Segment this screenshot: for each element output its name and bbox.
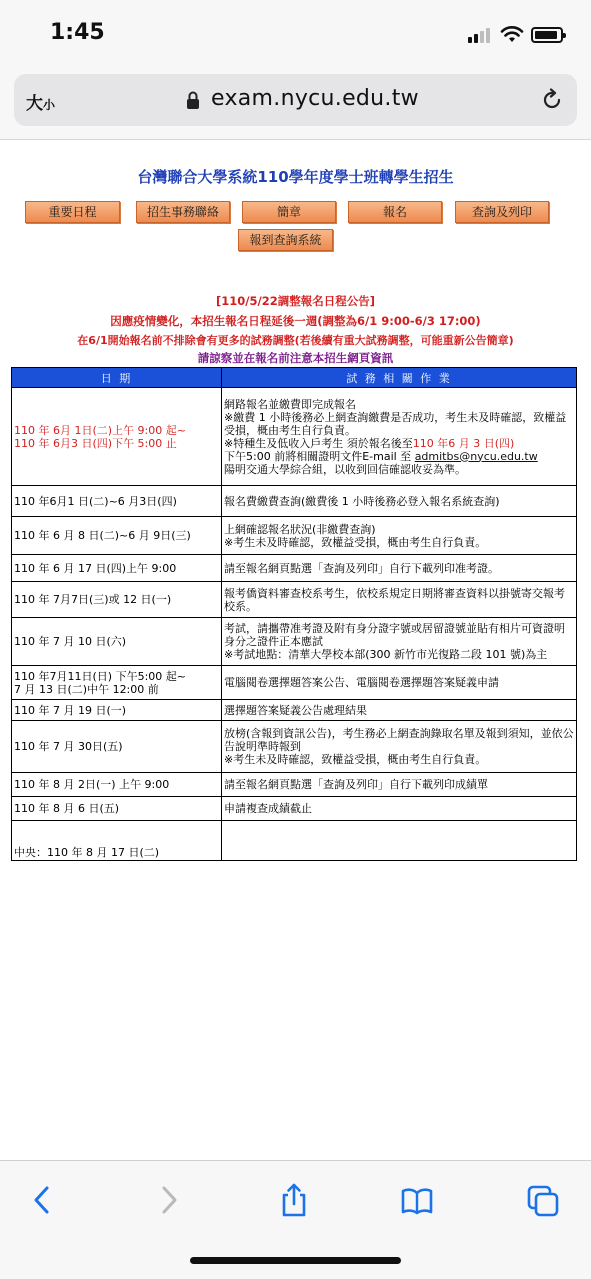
task-cell: 上網確認報名狀況(非繳費查詢) ※考生未及時確認，致權益受損，概由考生自行負責。 — [222, 517, 577, 555]
table-row — [12, 721, 577, 773]
nav-button-contact[interactable]: 招生事務聯絡 — [136, 201, 230, 223]
table-row — [12, 700, 577, 721]
date-cell: 110 年 6 月 17 日(四)上午 9:00 — [12, 555, 222, 582]
date-cell: 中央：110 年 8 月 17 日(二) — [12, 821, 222, 861]
task-cell: 申請複查成績截止 — [222, 797, 577, 821]
date-cell: 110 年 7月7日(三)或 12 日(一) — [12, 582, 222, 618]
date-cell: 110 年 7 月 10 日(六) — [12, 618, 222, 666]
address-bar[interactable] — [14, 74, 577, 126]
nav-button-query-print[interactable]: 查詢及列印 — [455, 201, 549, 223]
task-cell: 電腦閱卷選擇題答案公告、電腦閱卷選擇題答案疑義申請 — [222, 666, 577, 700]
table-row — [12, 582, 577, 618]
table-row — [12, 821, 577, 861]
table-row — [12, 773, 577, 797]
bookmarks-icon[interactable] — [401, 1183, 433, 1217]
column-header-date: 日 期 — [12, 368, 222, 388]
date-cell: 110 年 6 月 8 日(二)~6 月 9日(三) — [12, 517, 222, 555]
table-row — [12, 797, 577, 821]
table-row — [12, 388, 577, 486]
share-icon[interactable] — [278, 1183, 310, 1217]
date-cell: 110 年6月1 日(二)~6 月3日(四) — [12, 486, 222, 517]
table-header-row — [12, 368, 577, 388]
date-cell: 110 年 6月 1日(二)上午 9:00 起~ 110 年 6月3 日(四)下午 5:00 止 — [12, 388, 222, 486]
table-row — [12, 517, 577, 555]
table-row — [12, 486, 577, 517]
announcement-line: 請諒察並在報名前注意本招生網頁資訊 — [197, 351, 394, 365]
browser-toolbar — [0, 1160, 591, 1279]
nav-button-register[interactable]: 報名 — [348, 201, 442, 223]
announcement-line: 因應疫情變化，本招生報名日程延後一週(調整為6/1 9:00-6/3 17:00) — [110, 314, 481, 328]
url-text[interactable]: exam.nycu.edu.tw — [211, 86, 419, 111]
date-cell: 110 年 7 月 19 日(一) — [12, 700, 222, 721]
date-cell: 110 年 8 月 2日(一) 上午 9:00 — [12, 773, 222, 797]
task-cell — [222, 821, 577, 861]
lock-icon — [186, 90, 200, 110]
nav-button-brochure[interactable]: 簡章 — [242, 201, 336, 223]
table-row — [12, 618, 577, 666]
column-header-tasks: 試 務 相 關 作 業 — [222, 368, 577, 388]
task-cell: 選擇題答案疑義公告處理結果 — [222, 700, 577, 721]
task-cell: 放榜(含報到資訊公告)，考生務必上網查詢錄取名單及報到須知，並依公告說明準時報到 ※考生未及時確認，致權益受損，概由考生自行負責。 — [222, 721, 577, 773]
text-size-button[interactable]: 大小 — [26, 94, 56, 114]
announcement-title: [110/5/22調整報名日程公告] — [216, 294, 375, 308]
nav-button-schedule[interactable]: 重要日程 — [25, 201, 120, 223]
forward-icon[interactable] — [153, 1183, 185, 1217]
task-cell: 考試，請攜帶准考證及附有身分證字號或居留證號並貼有相片可資證明身分之證件正本應試 ※考試地點：清華大學校本部(300 新竹市光復路二段 101 號)為主 — [222, 618, 577, 666]
tabs-icon[interactable] — [527, 1183, 559, 1217]
email-link[interactable]: admitbs@nycu.edu.tw — [414, 449, 538, 463]
reload-icon[interactable] — [540, 88, 564, 112]
task-cell: 報名費繳費查詢(繳費後 1 小時後務必登入報名系統查詢) — [222, 486, 577, 517]
task-cell: 請至報名網頁點選「查詢及列印」自行下載列印准考證。 — [222, 555, 577, 582]
table-row — [12, 555, 577, 582]
nav-button-enrollment-query[interactable]: 報到查詢系統 — [238, 229, 333, 251]
date-cell: 110 年 8 月 6 日(五) — [12, 797, 222, 821]
date-cell: 110 年7月11日(日) 下午5:00 起~ 7 月 13 日(二)中午 12:00 前 — [12, 666, 222, 700]
status-bar — [0, 0, 591, 70]
battery-icon — [531, 27, 563, 43]
back-icon[interactable] — [26, 1183, 58, 1217]
page-title: 台灣聯合大學系統110學年度學士班轉學生招生 — [137, 168, 454, 186]
task-cell: 網路報名並繳費即完成報名 ※繳費 1 小時後務必上網查詢繳費是否成功，考生未及時確認，致權益受損，概由考生自行負責。 ※特種生及低收入戶考生 須於報名後至110 年6 月 3 日(四) 下午5:00 前將相關證明文件E-mail 至 admitbs@nycu.edu.tw 陽明交通大學綜合組，以收到回信確認收妥為準。 — [222, 388, 577, 486]
announcement-line: 在6/1開始報名前不排除會有更多的試務調整(若後續有重大試務調整，可能重新公告簡章) — [77, 334, 514, 347]
browser-header — [0, 70, 591, 140]
web-page — [0, 140, 591, 1160]
status-time: 1:45 — [50, 20, 105, 45]
schedule-table — [11, 367, 577, 861]
task-cell: 請至報名網頁點選「查詢及列印」自行下載列印成績單 — [222, 773, 577, 797]
date-cell: 110 年 7 月 30日(五) — [12, 721, 222, 773]
wifi-icon — [500, 25, 524, 43]
home-indicator[interactable] — [190, 1257, 401, 1264]
table-row — [12, 666, 577, 700]
cellular-signal-icon — [468, 27, 494, 43]
task-cell: 報考僑資料審查校系考生，依校系規定日期將審查資料以掛號寄交報考校系。 — [222, 582, 577, 618]
